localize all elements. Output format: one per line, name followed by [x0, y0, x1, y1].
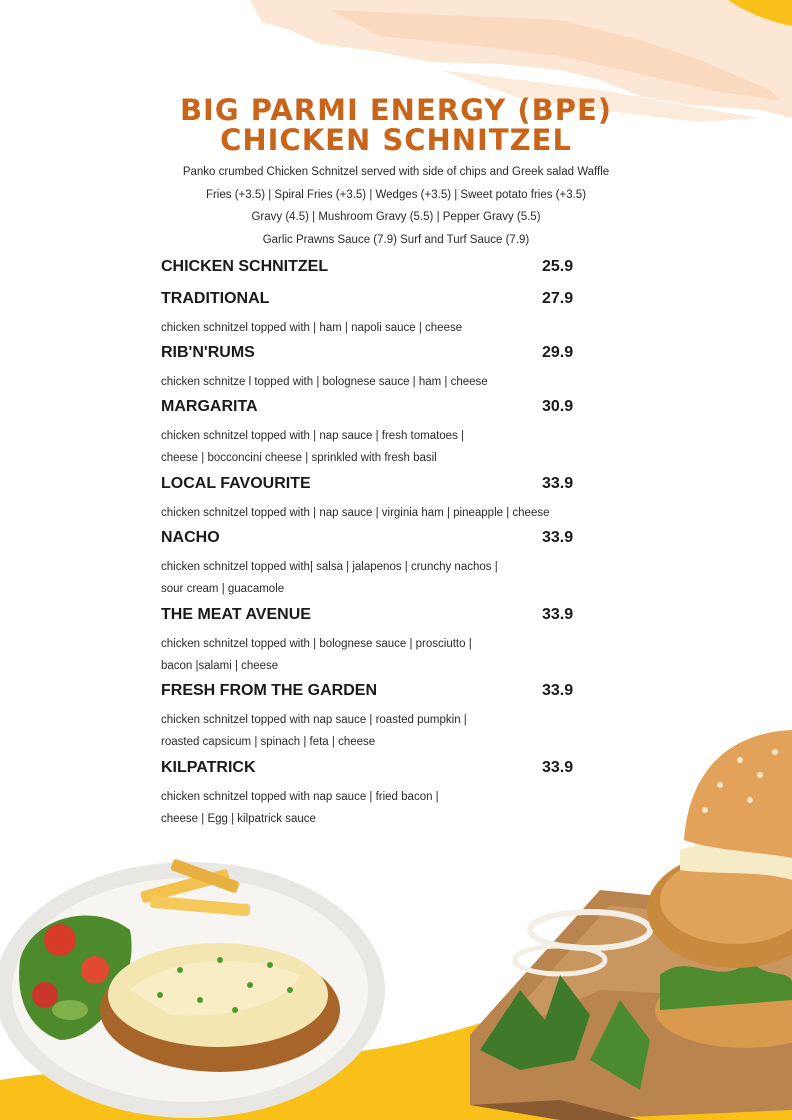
description-line: chicken schnitzel topped with| salsa | jalapenos | crunchy nachos |	[161, 561, 498, 573]
menu-item-name: NACHO	[161, 529, 220, 546]
menu-item	[161, 603, 641, 677]
menu-item	[161, 395, 641, 469]
menu-item-name: RIB'N'RUMS	[161, 344, 255, 361]
menu-item	[161, 287, 641, 339]
menu-item-name: TRADITIONAL	[161, 290, 270, 307]
menu-item	[161, 679, 641, 753]
intro-line: Fries (+3.5) | Spiral Fries (+3.5) | Wedges (+3.5) | Sweet potato fries (+3.5)	[205, 188, 587, 201]
description-line: chicken schnitzel topped with | nap sauce | virginia ham | pineapple | cheese	[161, 507, 550, 519]
intro-line: Gravy (4.5) | Mushroom Gravy (5.5) | Pepper Gravy (5.5)	[251, 211, 541, 223]
menu-item	[161, 255, 641, 279]
menu-title-line-2: CHICKEN SCHNITZEL	[220, 123, 572, 157]
description-line: chicken schnitzel topped with | bolognese sauce | prosciutto |	[161, 638, 472, 650]
description-line: chicken schnitze l topped with | bolognese sauce | ham | cheese	[161, 376, 488, 388]
menu-item-price: 25.9	[542, 258, 574, 275]
menu-item-name: MARGARITA	[161, 398, 258, 415]
menu-item-name: CHICKEN SCHNITZEL	[161, 258, 329, 275]
menu-item-price: 33.9	[542, 529, 574, 546]
menu-intro	[120, 161, 672, 251]
description-line: sour cream | guacamole	[161, 583, 285, 595]
menu-item-price: 33.9	[542, 759, 574, 776]
menu-item-description	[161, 786, 641, 830]
menu-item-price: 33.9	[542, 682, 574, 699]
menu-item-description	[161, 502, 641, 524]
schnitzel-plate-photo	[0, 858, 385, 1118]
description-line: chicken schnitzel topped with | ham | napoli sauce | cheese	[161, 322, 463, 334]
menu-item-name: LOCAL FAVOURITE	[161, 475, 311, 492]
description-line: roasted capsicum | spinach | feta | cheese	[161, 736, 376, 748]
menu-item-price: 29.9	[542, 344, 574, 361]
menu-title-line-1: BIG PARMI ENERGY (BPE)	[179, 93, 613, 127]
menu-item-price: 33.9	[542, 475, 574, 492]
menu-item-name: THE MEAT AVENUE	[161, 606, 311, 623]
menu-item-description	[161, 633, 641, 677]
menu-item-description	[161, 317, 641, 339]
menu-item	[161, 341, 641, 393]
menu-item-price: 30.9	[542, 398, 574, 415]
menu-item-description	[161, 709, 641, 753]
description-line: bacon |salami | cheese	[161, 660, 279, 672]
description-line: cheese | bocconcini cheese | sprinkled with fresh basil	[161, 452, 437, 464]
description-line: chicken schnitzel topped with nap sauce | roasted pumpkin |	[161, 714, 467, 726]
menu-item-price: 33.9	[542, 606, 574, 623]
menu-item-name: FRESH FROM THE GARDEN	[161, 682, 377, 699]
description-line: cheese | Egg | kilpatrick sauce	[161, 813, 316, 825]
description-line: chicken schnitzel topped with | nap sauce | fresh tomatoes |	[161, 430, 465, 442]
menu-item	[161, 472, 641, 524]
menu-item-description	[161, 556, 641, 600]
menu-item	[161, 756, 641, 830]
menu-item	[161, 526, 641, 600]
intro-line: Panko crumbed Chicken Schnitzel served with side of chips and Greek salad Waffle	[182, 166, 610, 178]
intro-line: Garlic Prawns Sauce (7.9) Surf and Turf Sauce (7.9)	[262, 233, 530, 246]
description-line: chicken schnitzel topped with nap sauce | fried bacon |	[161, 791, 439, 803]
menu-item-description	[161, 371, 641, 393]
menu-item-price: 27.9	[542, 290, 574, 307]
menu-item-description	[161, 425, 641, 469]
menu-item-name: KILPATRICK	[161, 759, 256, 776]
